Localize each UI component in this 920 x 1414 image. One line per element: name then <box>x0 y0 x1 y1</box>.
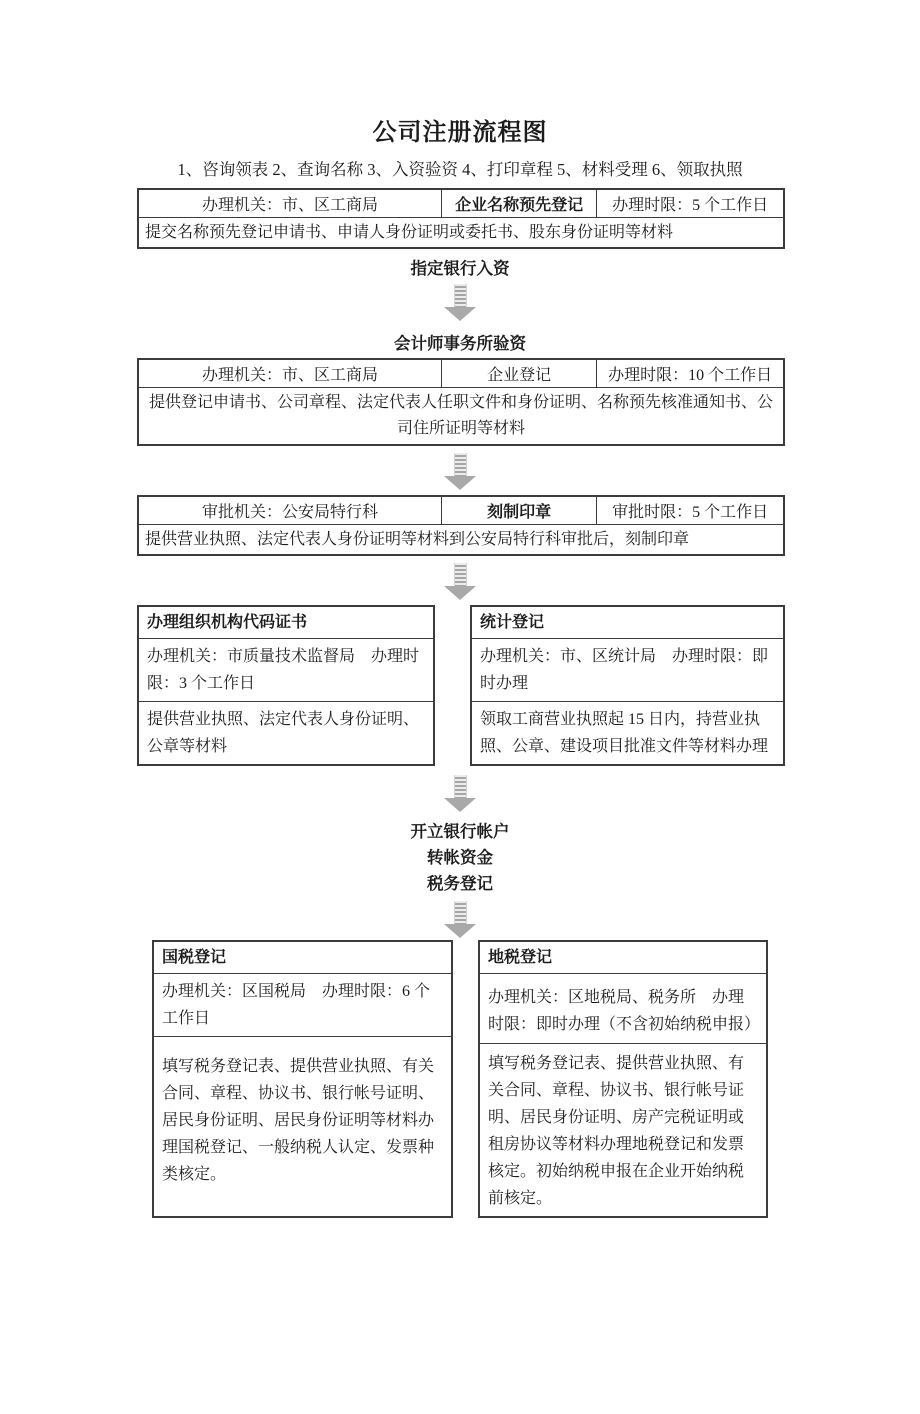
steps-summary-line: 1、咨询领表 2、查询名称 3、入资验资 4、打印章程 5、材料受理 6、领取执照 <box>177 160 743 179</box>
arrow-shaft <box>454 453 467 476</box>
national-tax-box <box>152 940 453 1218</box>
seal-carving-table <box>137 495 785 556</box>
arrow-shaft <box>454 563 467 586</box>
agency-time-row: 办理机关：市质量技术监督局 办理时限：3 个工作日 <box>139 638 433 701</box>
enterprise-registration-table <box>137 358 785 446</box>
step-name-cell: 企业名称预先登记 <box>442 189 597 218</box>
table-row <box>138 359 784 388</box>
transfer-funds-line: 转帐资金 <box>427 848 493 867</box>
document-page <box>0 112 920 1414</box>
table-row <box>138 496 784 525</box>
box-title: 办理组织机构代码证书 <box>147 614 308 631</box>
agency-cell: 审批机关：公安局特行科 <box>138 496 442 525</box>
arrow-shaft <box>454 284 467 307</box>
table-row <box>138 525 784 556</box>
arrow-head <box>444 307 476 321</box>
agency-time-row: 办理机关：区国税局 办理时限：6 个工作日 <box>154 973 451 1036</box>
box-title: 统计登记 <box>480 614 545 631</box>
box-title: 国税登记 <box>162 949 227 966</box>
materials-row: 填写税务登记表、提供营业执照、有关合同、章程、协议书、银行帐号证明、居民身份证明、房产完税证明或租房协议等材料办理地税登记和发票核定。初始纳税申报在企业开始纳税前核定。 <box>480 1043 766 1216</box>
agency-cell: 办理机关：市、区工商局 <box>138 359 442 388</box>
arrow-head <box>444 476 476 490</box>
time-limit-cell: 办理时限：10 个工作日 <box>597 359 784 388</box>
page-title: 公司注册流程图 <box>372 120 548 146</box>
bank-deposit-label: 指定银行入资 <box>410 259 510 278</box>
materials-cell: 提交名称预先登记申请书、申请人身份证明或委托书、股东身份证明等材料 <box>138 218 784 249</box>
materials-cell: 提供登记申请书、公司章程、法定代表人任职文件和身份证明、名称预先核准通知书、公司住所证明等材料 <box>138 388 784 446</box>
agency-time-row: 办理机关：市、区统计局 办理时限：即时办理 <box>472 638 783 701</box>
agency-cell: 办理机关：市、区工商局 <box>138 189 442 218</box>
down-arrow-icon <box>444 775 476 812</box>
arrow-head <box>444 924 476 938</box>
down-arrow-icon <box>444 563 476 600</box>
materials-row: 提供营业执照、法定代表人身份证明、公章等材料 <box>139 701 433 764</box>
arrow-shaft <box>454 901 467 924</box>
agency-time-row: 办理机关：区地税局、税务所 办理时限：即时办理（不含初始纳税申报） <box>480 973 766 1043</box>
statistics-registration-box <box>470 605 785 766</box>
down-arrow-icon <box>444 901 476 938</box>
bank-account-labels <box>0 819 920 897</box>
local-tax-box <box>478 940 768 1218</box>
tax-registration-row <box>152 940 768 1218</box>
step-name-cell: 企业登记 <box>442 359 597 388</box>
materials-row: 填写税务登记表、提供营业执照、有关合同、章程、协议书、银行帐号证明、居民身份证明、居民身份证明等材料办理国税登记、一般纳税人认定、发票种类核定。 <box>154 1036 451 1194</box>
step-name-cell: 刻制印章 <box>442 496 597 525</box>
org-code-certificate-box <box>137 605 435 766</box>
name-preregistration-table <box>137 188 785 249</box>
materials-row: 领取工商营业执照起 15 日内，持营业执照、公章、建设项目批准文件等材料办理 <box>472 701 783 764</box>
table-row <box>138 189 784 218</box>
arrow-head <box>444 586 476 600</box>
time-limit-cell: 办理时限：5 个工作日 <box>597 189 784 218</box>
time-limit-cell: 审批时限：5 个工作日 <box>597 496 784 525</box>
box-title: 地税登记 <box>488 949 553 966</box>
table-row <box>138 218 784 249</box>
arrow-head <box>444 798 476 812</box>
materials-cell: 提供营业执照、法定代表人身份证明等材料到公安局特行科审批后，刻制印章 <box>138 525 784 556</box>
arrow-shaft <box>454 775 467 798</box>
table-row <box>138 388 784 446</box>
tax-registration-line: 税务登记 <box>427 874 493 893</box>
bank-account-line: 开立银行帐户 <box>410 822 510 841</box>
down-arrow-icon <box>444 284 476 321</box>
down-arrow-icon <box>444 453 476 490</box>
certificate-statistics-row <box>137 605 785 766</box>
capital-verification-label: 会计师事务所验资 <box>394 334 526 353</box>
